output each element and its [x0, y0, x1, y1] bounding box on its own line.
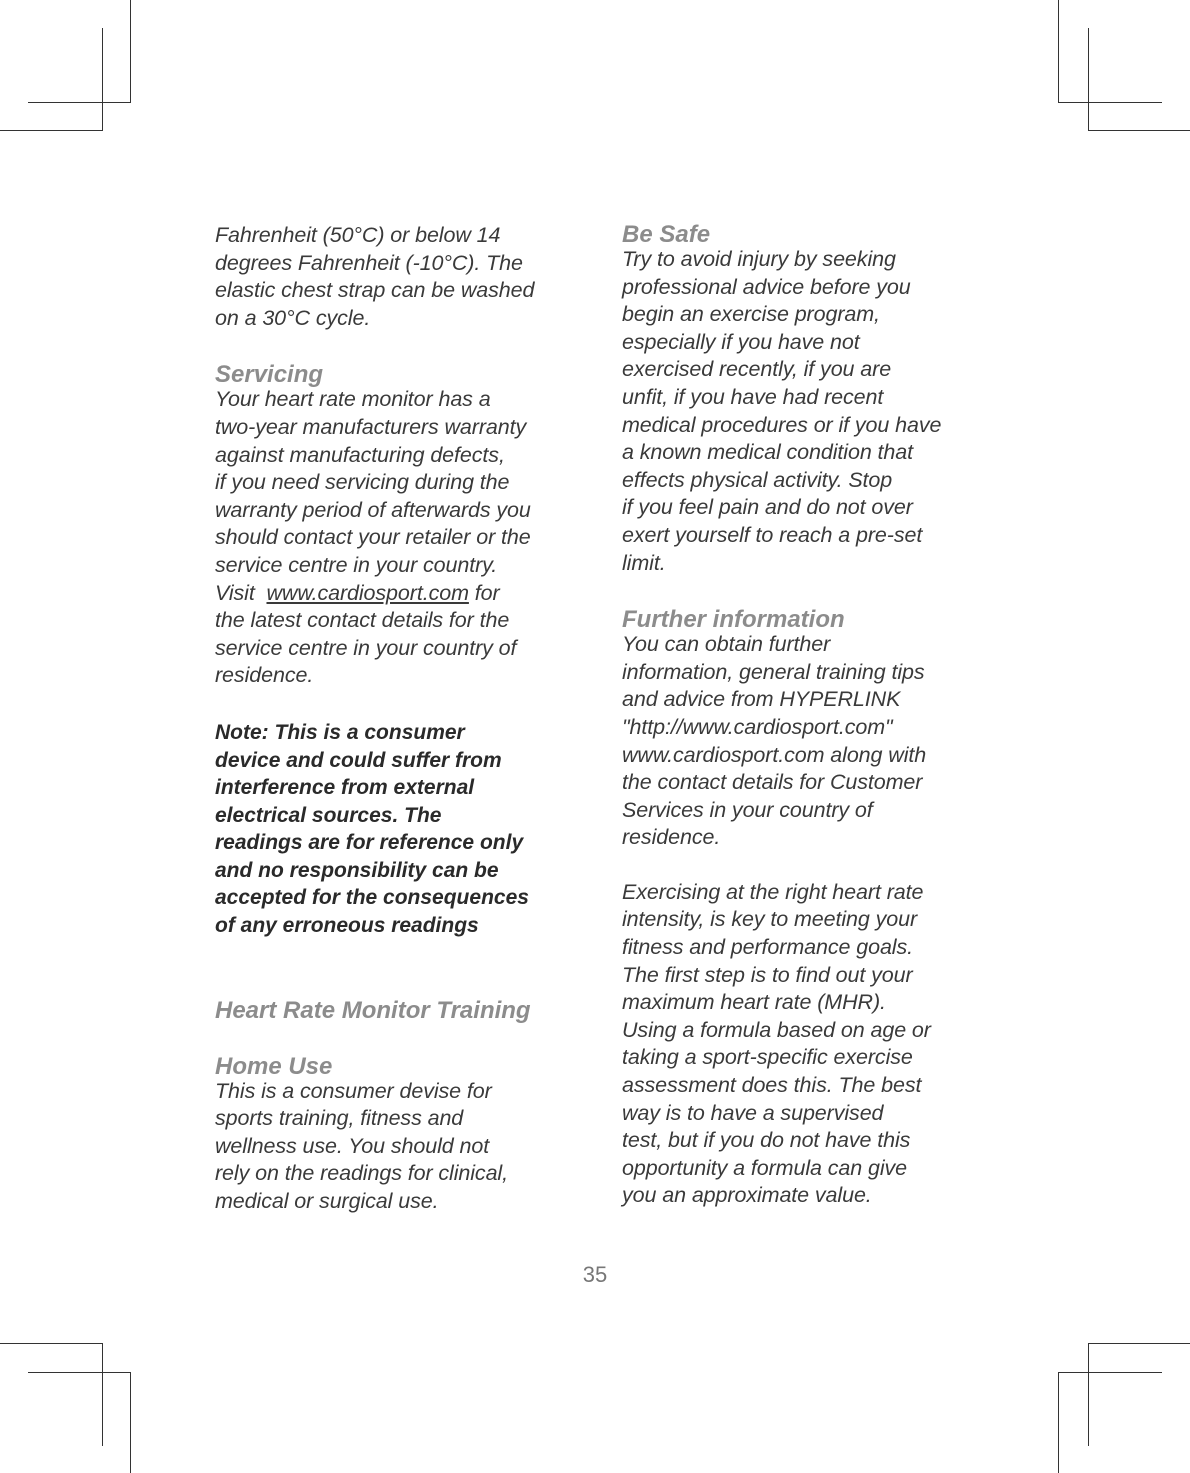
text-line: begin an exercise program,	[622, 302, 880, 327]
text-line: effects physical activity. Stop	[622, 467, 893, 492]
crop-mark	[1058, 102, 1162, 103]
text-line: and advice from HYPERLINK	[622, 687, 901, 712]
note-line: of any erroneous readings	[215, 914, 479, 938]
crop-mark	[1088, 130, 1190, 131]
crop-mark	[0, 130, 102, 131]
be-safe-paragraph	[622, 246, 992, 577]
crop-mark	[1058, 1372, 1059, 1473]
text-line: information, general training tips	[622, 659, 925, 684]
text-line: against manufacturing defects,	[215, 442, 505, 467]
visit-prefix: Visit	[215, 580, 267, 605]
text-line: maximum heart rate (MHR).	[622, 990, 886, 1015]
text-line: should contact your retailer or the	[215, 525, 531, 550]
crop-mark	[1058, 0, 1059, 102]
text-line: the contact details for Customer	[622, 770, 923, 795]
crop-mark	[1058, 1372, 1162, 1373]
crop-mark	[1088, 28, 1089, 131]
crop-mark	[0, 1343, 102, 1344]
text-line: test, but if you do not have this	[622, 1128, 911, 1153]
text-line: taking a sport-specific exercise	[622, 1045, 913, 1070]
text-line: intensity, is key to meeting your	[622, 907, 918, 932]
text-line: Fahrenheit (50°C) or below 14	[215, 223, 501, 247]
note-line: Note: This is a consumer	[215, 720, 465, 744]
text-line: especially if you have not	[622, 329, 860, 354]
text-line: You can obtain further	[622, 632, 831, 657]
visit-suffix: for	[468, 580, 500, 605]
text-line: if you need servicing during the	[215, 470, 510, 495]
servicing-heading: Servicing	[215, 361, 324, 389]
text-line: exercised recently, if you are	[622, 357, 892, 382]
note-line: and no responsibility can be	[215, 858, 499, 882]
visit-line	[215, 580, 585, 608]
home-use-heading: Home Use	[215, 1052, 333, 1080]
text-line: a known medical condition that	[622, 440, 914, 465]
right-column	[622, 220, 992, 1210]
text-line: service centre in your country of	[215, 635, 517, 660]
text-line: the latest contact details for the	[215, 608, 510, 633]
text-line: way is to have a supervised	[622, 1100, 884, 1125]
crop-mark	[28, 1372, 131, 1373]
text-line: you an approximate value.	[622, 1183, 872, 1208]
text-line: warranty period of afterwards you	[215, 497, 531, 522]
text-line: medical procedures or if you have	[622, 412, 942, 437]
crop-mark	[1088, 1343, 1089, 1446]
crop-mark	[130, 1372, 131, 1473]
further-information-heading: Further information	[622, 606, 845, 634]
text-line: two-year manufacturers warranty	[215, 414, 527, 439]
further-information-paragraph	[622, 631, 992, 852]
text-line: opportunity a formula can give	[622, 1155, 908, 1180]
home-use-paragraph	[215, 1078, 585, 1216]
crop-mark	[1088, 1343, 1190, 1344]
text-line: www.cardiosport.com along with	[622, 742, 927, 767]
crop-mark	[28, 102, 131, 103]
text-line: assessment does this. The best	[622, 1073, 922, 1098]
text-line: unfit, if you have had recent	[622, 384, 884, 409]
text-line: on a 30°C cycle.	[215, 305, 371, 330]
text-line: elastic chest strap can be washed	[215, 278, 535, 303]
page-number: 35	[582, 1262, 608, 1287]
left-column	[215, 220, 585, 1216]
exercising-paragraph	[622, 879, 992, 1210]
crop-mark	[102, 1343, 103, 1446]
text-line: service centre in your country.	[215, 552, 498, 577]
servicing-paragraph	[215, 386, 585, 690]
text-line: degrees Fahrenheit (-10°C). The	[215, 250, 523, 275]
text-line: sports training, fitness and	[215, 1106, 464, 1131]
text-line: Services in your country of	[622, 797, 873, 822]
text-line: exert yourself to reach a pre-set	[622, 522, 923, 547]
consumer-device-note	[215, 719, 585, 940]
text-line: medical or surgical use.	[215, 1189, 439, 1214]
note-line: accepted for the consequences	[215, 886, 529, 910]
text-line: rely on the readings for clinical,	[215, 1161, 508, 1186]
note-line: interference from external	[215, 776, 475, 800]
text-line: fitness and performance goals.	[622, 935, 913, 960]
section-title: Heart Rate Monitor Training	[215, 996, 531, 1024]
note-line: readings are for reference only	[215, 831, 524, 855]
be-safe-heading: Be Safe	[622, 221, 711, 248]
intro-paragraph	[215, 222, 585, 332]
text-line: This is a consumer devise for	[215, 1078, 492, 1103]
text-line: "http://www.cardiosport.com"	[622, 714, 893, 739]
note-line: device and could suffer from	[215, 748, 502, 772]
text-line: wellness use. You should not	[215, 1133, 490, 1158]
text-line: The first step is to find out your	[622, 962, 913, 987]
cardiosport-link[interactable]: www.cardiosport.com	[266, 580, 469, 605]
text-line: Using a formula based on age or	[622, 1017, 931, 1042]
text-line: residence.	[215, 663, 314, 688]
text-line: if you feel pain and do not over	[622, 495, 913, 520]
note-line: electrical sources. The	[215, 803, 442, 827]
text-line: Your heart rate monitor has a	[215, 387, 491, 412]
text-line: professional advice before you	[622, 274, 911, 299]
text-line: Exercising at the right heart rate	[622, 879, 924, 904]
text-line: residence.	[622, 825, 721, 850]
text-line: limit.	[622, 550, 666, 575]
crop-mark	[102, 28, 103, 131]
text-line: Try to avoid injury by seeking	[622, 247, 896, 271]
crop-mark	[130, 0, 131, 102]
